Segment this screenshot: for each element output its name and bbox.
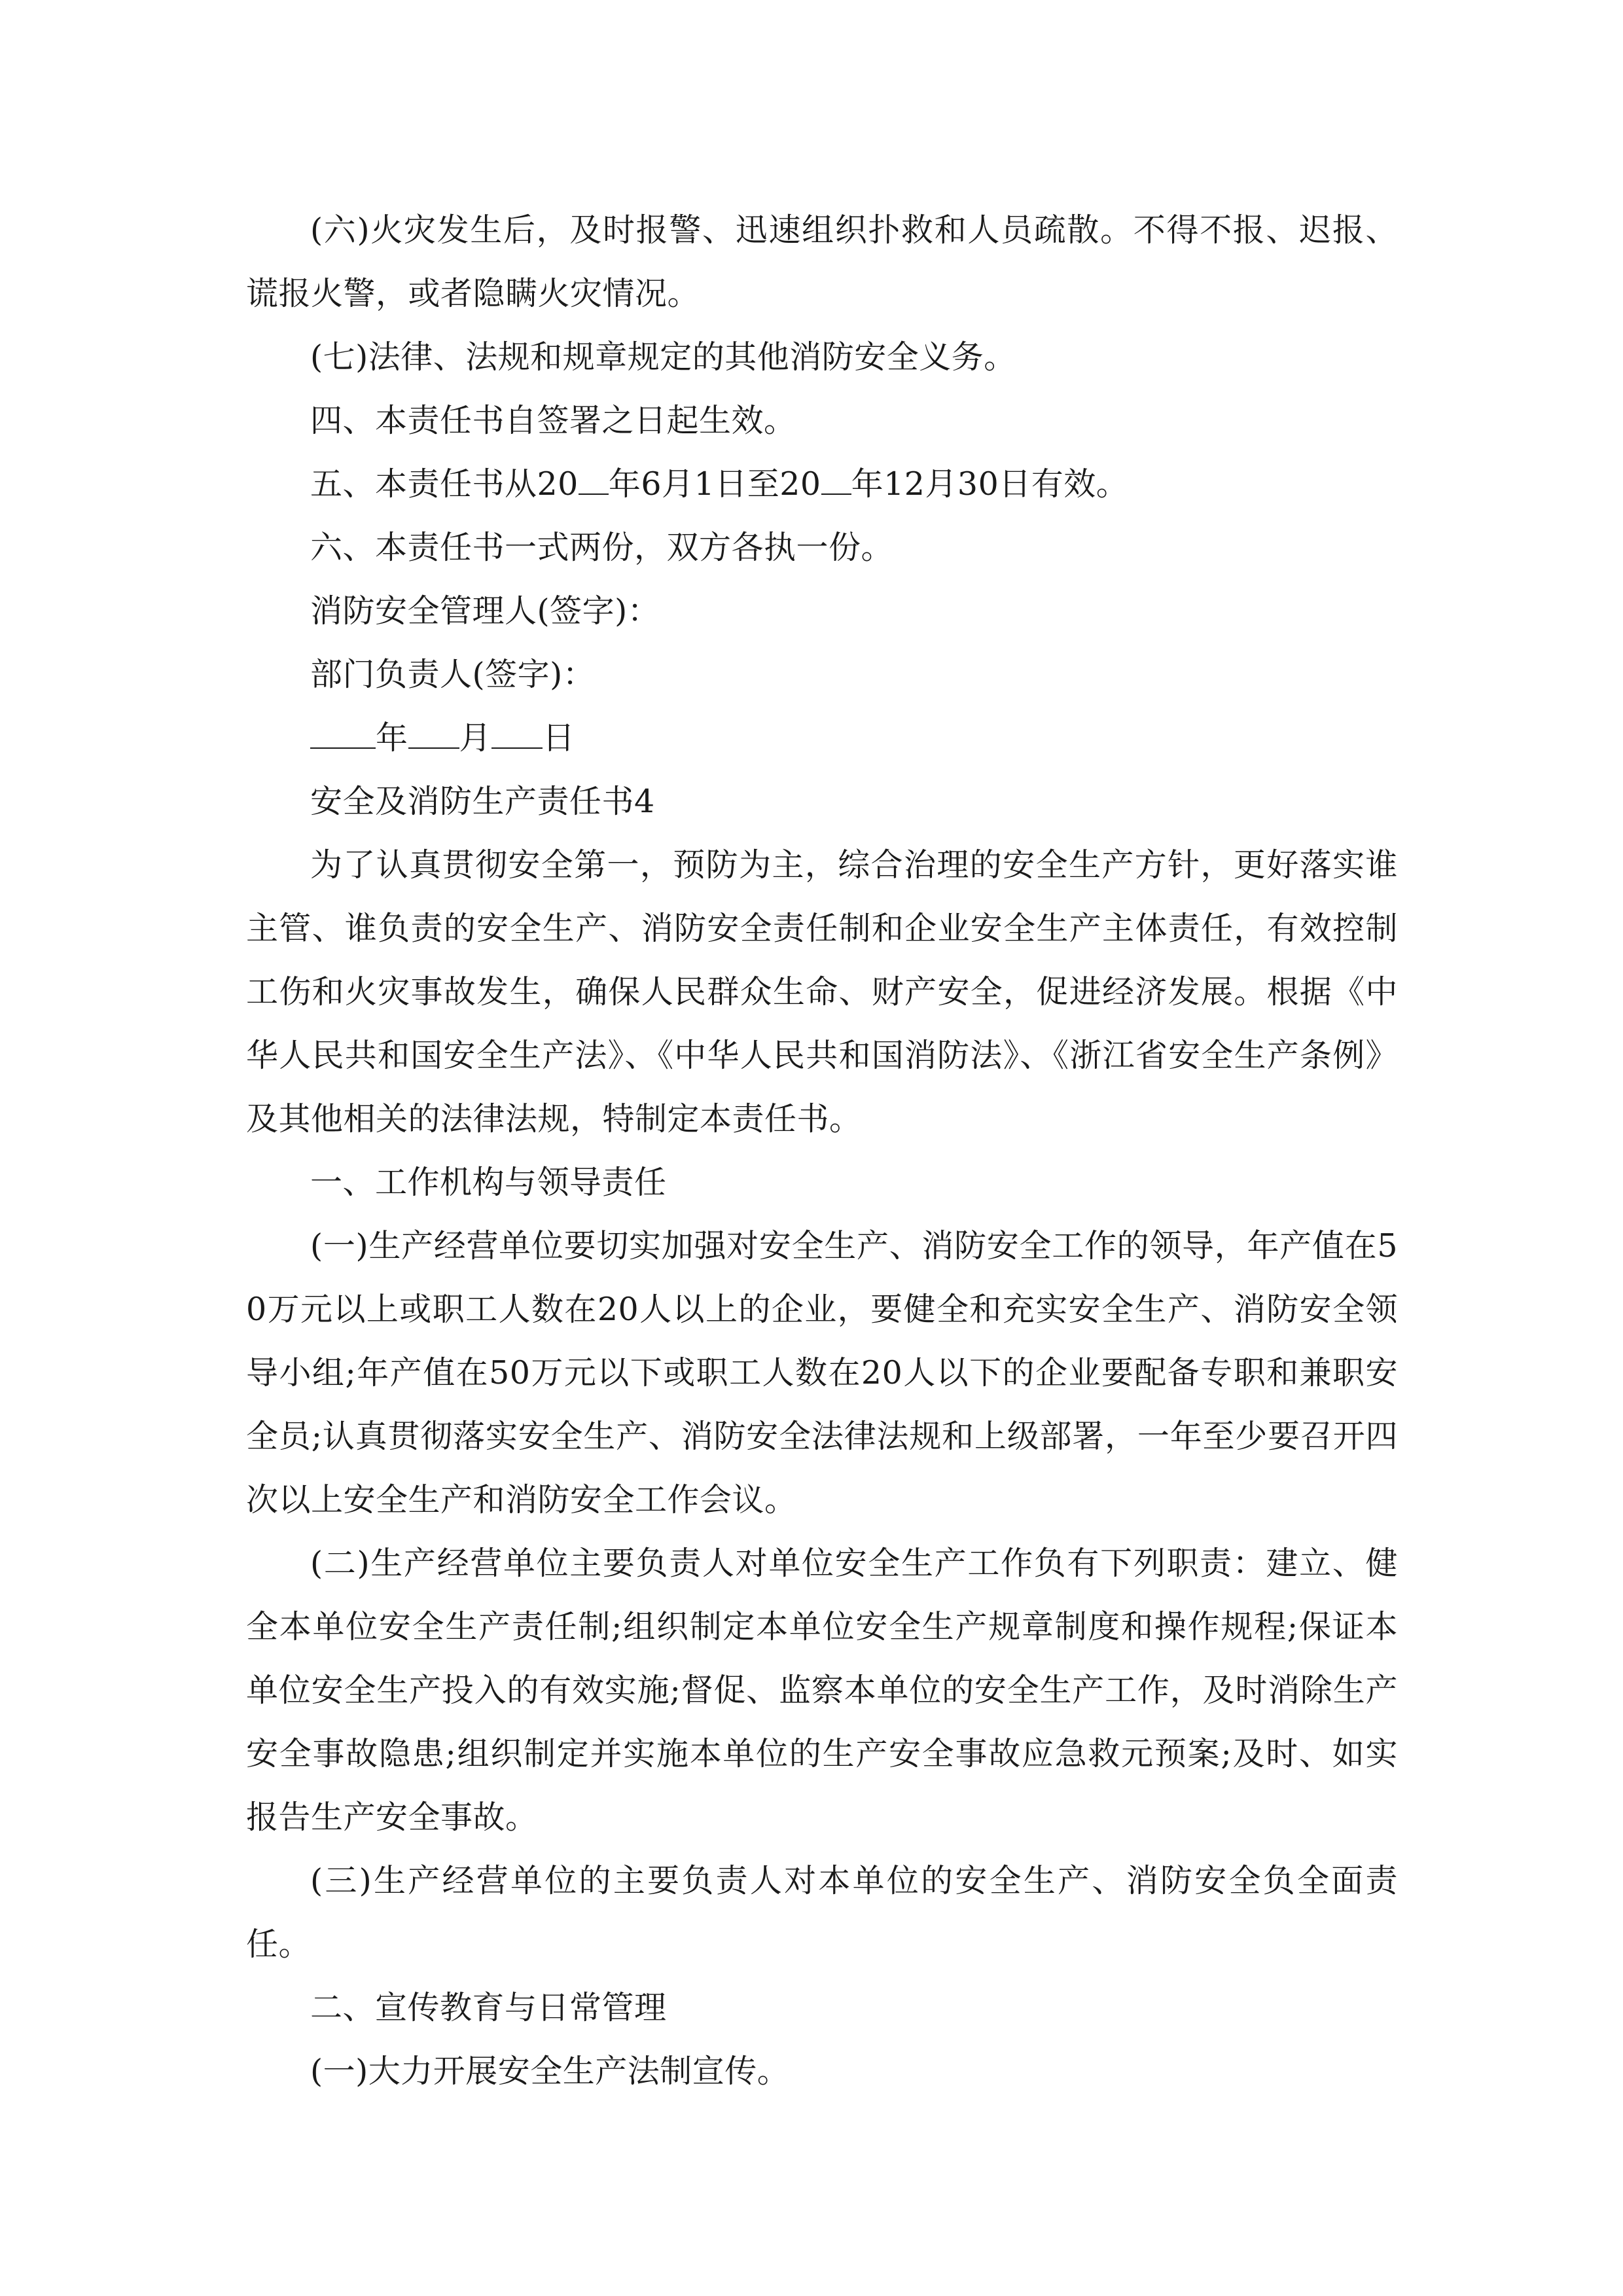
paragraph-copies: 六、本责任书一式两份，双方各执一份。 xyxy=(310,529,894,566)
validity-text-middle: 年6月1日至20 xyxy=(608,465,821,503)
validity-text-end: 年12月30日有效。 xyxy=(851,465,1129,503)
section-title: 安全及消防生产责任书4 xyxy=(310,783,655,820)
signature-safety-manager: 消防安全管理人(签字)： xyxy=(310,592,660,630)
date-day-label: 日 xyxy=(543,719,575,757)
paragraph-leadership-duty-2: (二)生产经营单位主要负责人对单位安全生产工作负有下列职责：建立、健全本单位安全生产责任制;组织制定本单位安全生产规章制度和操作规程;保证本单位安全生产投入的有效实施;督促、监察本单位的安全生产工作，及时消除生产安全事故隐患;组织制定并实施本单位的生产安全事故应急救元预案;及时、如实报告生产安全事故。 xyxy=(246,1545,1398,1836)
paragraph-leadership-duty-3: (三)生产经营单位的主要负责人对本单位的安全生产、消防安全负全面责任。 xyxy=(246,1862,1398,1963)
date-year-blank xyxy=(310,721,376,749)
date-year-label: 年 xyxy=(376,719,408,757)
document-body xyxy=(246,198,1398,2103)
paragraph-effective-date: 四、本责任书自签署之日起生效。 xyxy=(310,402,796,439)
paragraph-other-obligations: (七)法律、法规和规章规定的其他消防安全义务。 xyxy=(310,338,1016,376)
paragraph-leadership-duty-1: (一)生产经营单位要切实加强对安全生产、消防安全工作的领导，年产值在50万元以上或职工人数在20人以上的企业，要健全和充实安全生产、消防安全领导小组;年产值在50万元以下或职工人数在20人以下的企业要配备专职和兼职安全员;认真贯彻落实安全生产、消防安全法律法规和上级部署，一年至少要召开四次以上安全生产和消防安全工作会议。 xyxy=(246,1227,1398,1518)
date-month-label: 月 xyxy=(459,719,492,757)
date-month-blank xyxy=(408,721,459,749)
heading-organization-leadership: 一、工作机构与领导责任 xyxy=(310,1164,667,1201)
validity-text-start: 五、本责任书从20 xyxy=(310,465,579,503)
paragraph-education-1: (一)大力开展安全生产法制宣传。 xyxy=(310,2053,790,2090)
signature-date-line xyxy=(246,706,1398,770)
heading-education-management: 二、宣传教育与日常管理 xyxy=(310,1989,667,2026)
year-blank-end xyxy=(821,467,851,495)
date-day-blank xyxy=(491,721,543,749)
paragraph-validity-period xyxy=(246,452,1398,516)
year-blank-start xyxy=(579,467,609,495)
paragraph-fire-reporting: (六)火灾发生后，及时报警、迅速组织扑救和人员疏散。不得不报、迟报、谎报火警，或者隐瞒火灾情况。 xyxy=(246,211,1398,312)
paragraph-intro: 为了认真贯彻安全第一，预防为主，综合治理的安全生产方针，更好落实谁主管、谁负责的安全生产、消防安全责任制和企业安全生产主体责任，有效控制工伤和火灾事故发生，确保人民群众生命、财产安全，促进经济发展。根据《中华人民共和国安全生产法》、《中华人民共和国消防法》、《浙江省安全生产条例》及其他相关的法律法规，特制定本责任书。 xyxy=(246,846,1398,1138)
signature-department-head: 部门负责人(签字)： xyxy=(310,656,596,693)
